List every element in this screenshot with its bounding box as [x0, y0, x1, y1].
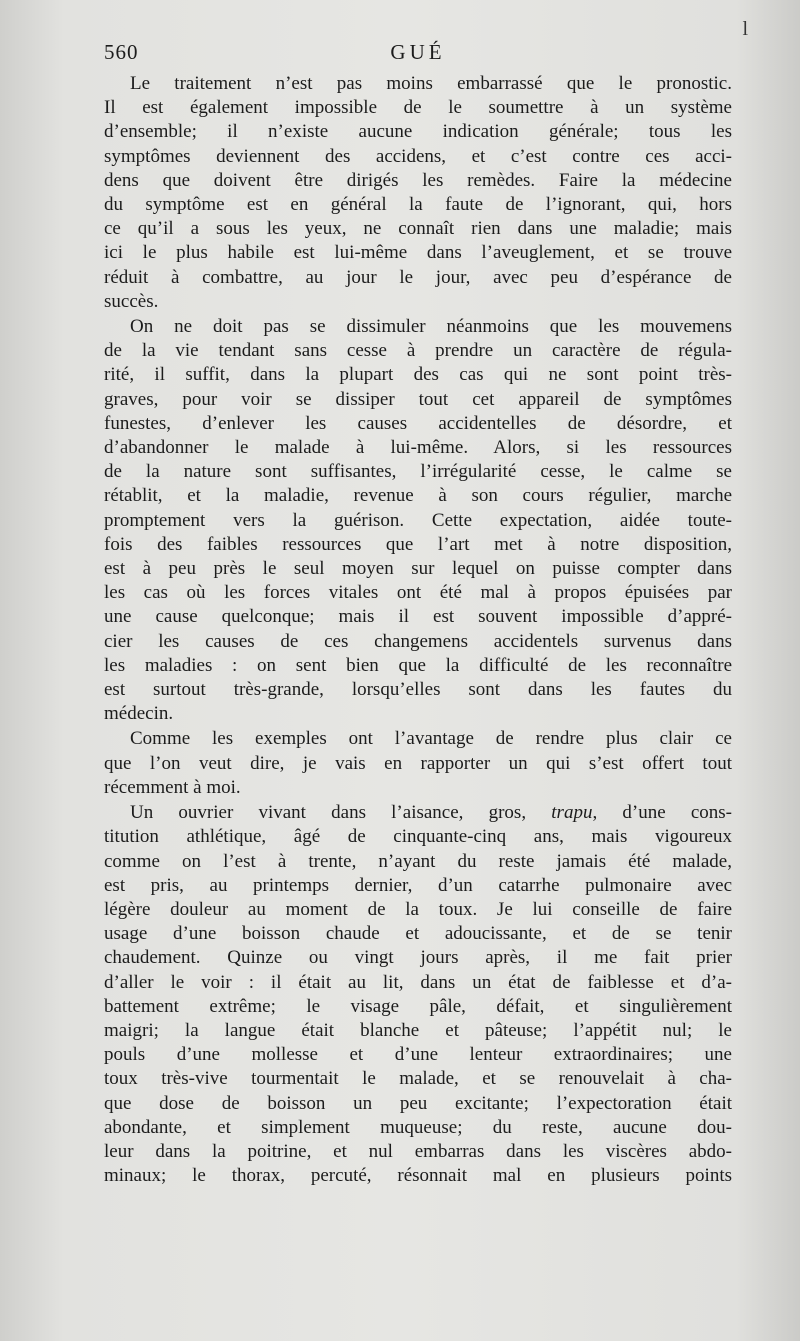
- text-line: usage d’une boisson chaude et adoucissante, et de se tenir: [104, 923, 732, 945]
- text-line: symptômes deviennent des accidens, et c’est contre ces acci-: [104, 145, 732, 167]
- text-line: d’abandonner le malade à lui-même. Alors, si les ressources: [104, 437, 732, 459]
- text-line: rétablit, et la maladie, revenue à son cours régulier, marche: [104, 485, 732, 507]
- text-line: de la vie tendant sans cesse à prendre un caractère de régula-: [104, 340, 732, 362]
- text-line: d’ensemble; il n’existe aucune indication générale; tous les: [104, 121, 732, 143]
- text-line: chaudement. Quinze ou vingt jours après, il me fait prier: [104, 947, 732, 969]
- text-line: toux très-vive tourmentait le malade, et se renouvelait à cha-: [104, 1068, 732, 1090]
- text-line: ce qu’il a sous les yeux, ne connaît rien dans une maladie; mais: [104, 218, 732, 240]
- paragraph-1: [104, 72, 732, 314]
- text-line: Il est également impossible de le soumettre à un système: [104, 97, 732, 119]
- text-line: médecin.: [104, 703, 174, 725]
- text-line: rité, il suffit, dans la plupart des cas qui ne sont point très-: [104, 364, 732, 386]
- text-line: une cause quelconque; mais il est souvent impossible d’appré-: [104, 606, 732, 628]
- text-line: On ne doit pas se dissimuler néanmoins que les mouvemens: [130, 316, 732, 338]
- paragraph-3: [104, 727, 732, 800]
- text-line: funestes, d’enlever les causes accidentelles de désordre, et: [104, 412, 732, 434]
- text-line: succès.: [104, 290, 159, 312]
- page-header: [104, 40, 732, 70]
- text-line: les cas où les forces vitales ont été mal à propos épuisées par: [104, 582, 732, 604]
- text-line: est pris, au printemps dernier, d’un catarrhe pulmonaire avec: [104, 874, 732, 896]
- text-line: battement extrême; le visage pâle, défait, et singulièrement: [104, 995, 732, 1017]
- text-line: Le traitement n’est pas moins embarrassé que le pronostic.: [130, 73, 732, 94]
- text-line: fois des faibles ressources que l’art met à notre disposition,: [104, 533, 732, 555]
- text-line: légère douleur au moment de la toux. Je lui conseille de faire: [104, 898, 732, 920]
- paragraph-2: [104, 315, 732, 726]
- text-line: titution athlétique, âgé de cinquante-cinq ans, mais vigoureux: [104, 826, 732, 848]
- text-line: dens que doivent être dirigés les remèdes. Faire la médecine: [104, 169, 732, 191]
- text-line: que dose de boisson un peu excitante; l’expectoration était: [104, 1092, 732, 1114]
- text-line: pouls d’une mollesse et d’une lenteur extraordinaires; une: [104, 1044, 732, 1066]
- text-line: promptement vers la guérison. Cette expectation, aidée toute-: [104, 509, 732, 531]
- page-body: [104, 72, 732, 1189]
- text-line: récemment à moi.: [104, 776, 241, 798]
- italic-word: trapu: [551, 802, 593, 824]
- text-line: est surtout très-grande, lorsqu’elles sont dans les fautes du: [104, 679, 732, 701]
- text-line: les maladies : on sent bien que la difficulté de les reconnaître: [104, 654, 732, 676]
- page-number: 560: [104, 40, 139, 64]
- paragraph-4: [104, 801, 732, 1188]
- text-line: du symptôme est en général la faute de l’ignorant, qui, hors: [104, 194, 732, 216]
- text-line: leur dans la poitrine, et nul embarras dans les viscères abdo-: [104, 1140, 732, 1162]
- text-line: maigri; la langue était blanche et pâteuse; l’appétit nul; le: [104, 1019, 732, 1041]
- text-line: ici le plus habile est lui-même dans l’aveuglement, et se trouve: [104, 242, 732, 264]
- text-line: comme on l’est à trente, n’ayant du reste jamais été malade,: [104, 850, 732, 872]
- text-line: graves, pour voir se dissiper tout cet appareil de symptômes: [104, 388, 732, 410]
- text-line: réduit à combattre, au jour le jour, avec peu d’espérance de: [104, 266, 732, 288]
- text-line: Comme les exemples ont l’avantage de rendre plus clair ce: [130, 728, 732, 750]
- text-line: que l’on veut dire, je vais en rapporter un qui s’est offert tout: [104, 752, 732, 774]
- text-line: de la nature sont suffisantes, l’irrégularité cesse, le calme se: [104, 461, 732, 483]
- running-head: GUÉ: [390, 40, 446, 64]
- margin-mark: l: [742, 18, 748, 40]
- text-line: minaux; le thorax, percuté, résonnait mal en plusieurs points: [104, 1165, 732, 1187]
- text-line: abondante, et simplement muqueuse; du reste, aucune dou-: [104, 1116, 732, 1138]
- text-line: cier les causes de ces changemens accidentels survenus dans: [104, 630, 732, 652]
- text-line: d’aller le voir : il était au lit, dans un état de faiblesse et d’a-: [104, 971, 732, 993]
- text-line: est à peu près le seul moyen sur lequel on puisse compter dans: [104, 558, 732, 580]
- text-line: Un ouvrier vivant dans l’aisance, gros, trapu, d’une cons-: [130, 802, 732, 824]
